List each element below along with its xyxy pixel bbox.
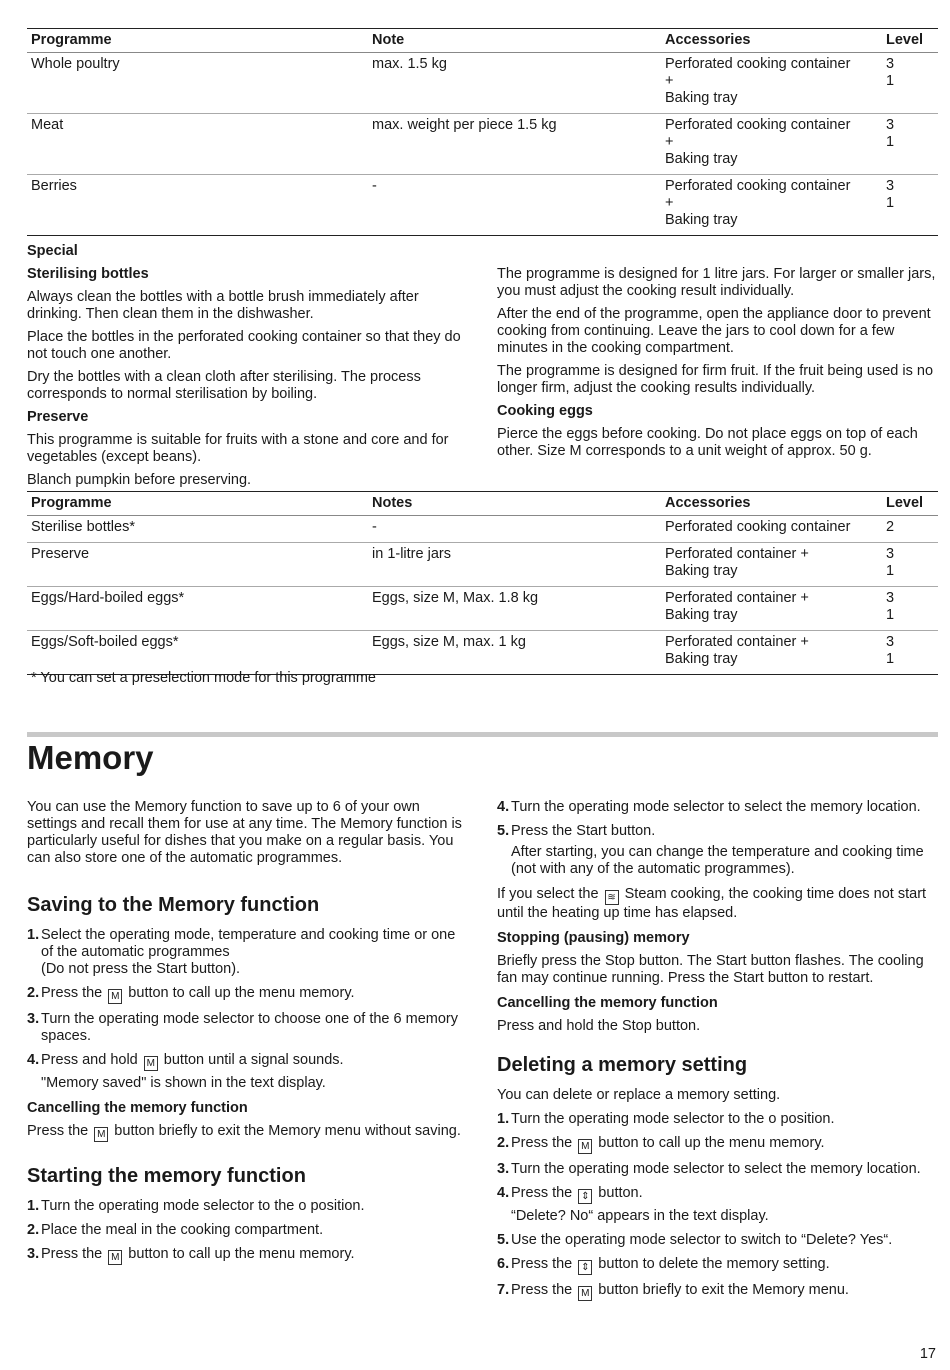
col-header-notes: Notes [372, 495, 413, 511]
cancel2-text: Press and hold the Stop button. [497, 1018, 701, 1034]
cell-level: 3 1 [886, 178, 895, 211]
cell-accessories: Perforated container + Baking tray [665, 590, 809, 623]
saving-steps [27, 927, 469, 1092]
list-item: 1. Turn the operating mode selector to the o position. [497, 1111, 835, 1127]
list-item: 4. Press and hold M button until a signal sounds. "Memory saved" is shown in the text display. [27, 1052, 344, 1091]
steam-icon: ≋ [605, 890, 619, 905]
starting-heading: Starting the memory function [27, 1165, 306, 1187]
end-programme-text: After the end of the programme, open the appliance door to prevent cooking from continuing. Leave the jars to cool down for a few minutes in the cooking compartment. [497, 306, 931, 356]
cell-note: Eggs, size M, max. 1 kg [372, 634, 526, 650]
cell-programme: Eggs/Soft-boiled eggs* [31, 634, 179, 650]
list-item: 2. Press the M button to call up the menu memory. [27, 985, 355, 1002]
table-row [27, 114, 938, 175]
steam-note: If you select the ≋ Steam cooking, the cooking time does not start until the heating up time has elapsed. [497, 886, 927, 921]
list-item: 6. Press the ⇕ button to delete the memory setting. [497, 1256, 830, 1273]
cancel-heading: Cancelling the memory function [27, 1100, 248, 1116]
cell-note: - [372, 178, 377, 194]
cell-accessories: Perforated cooking container [665, 519, 851, 535]
memory-icon: M [578, 1139, 592, 1154]
cell-programme: Berries [31, 178, 77, 194]
cancel-text: Press the M button briefly to exit the Memory menu without saving. [27, 1123, 461, 1140]
cell-accessories: Perforated container + Baking tray [665, 546, 809, 579]
sterilising-text-3: Dry the bottles with a clean cloth after sterilising. The process corresponds to normal sterilisation by boiling. [27, 369, 421, 402]
list-item: 4. Turn the operating mode selector to select the memory location. [497, 799, 921, 815]
delete-steps [497, 1111, 939, 1301]
cell-level: 3 1 [886, 590, 895, 623]
col-header-programme: Programme [31, 495, 112, 511]
sterilising-text-2: Place the bottles in the perforated cooking container so that they do not touch one another. [27, 329, 461, 362]
special-right-column [497, 266, 939, 466]
starting-steps-right [497, 799, 939, 878]
memory-icon: M [144, 1056, 158, 1071]
cell-note: max. 1.5 kg [372, 56, 447, 72]
arrows-icon: ⇕ [578, 1260, 592, 1275]
page-title: Memory [27, 739, 154, 776]
table-row [27, 631, 938, 675]
eggs-text: Pierce the eggs before cooking. Do not place eggs on top of each other. Size M corresponds to a unit weight of approx. 50 g. [497, 426, 918, 459]
table-row [27, 53, 938, 114]
memory-icon: M [108, 989, 122, 1004]
table-row [27, 543, 938, 587]
list-item: 2. Press the M button to call up the menu memory. [497, 1135, 825, 1152]
cell-level: 3 1 [886, 56, 895, 89]
preserve-title: Preserve [27, 409, 89, 425]
firm-fruit-text: The programme is designed for firm fruit. If the fruit being used is no longer firm, adjust the cooking results individually. [497, 363, 934, 396]
cell-programme: Whole poultry [31, 56, 120, 72]
cell-programme: Eggs/Hard-boiled eggs* [31, 590, 185, 606]
cell-note: - [372, 519, 377, 535]
col-header-note: Note [372, 32, 405, 48]
list-item: 1. Turn the operating mode selector to the o position. [27, 1198, 365, 1214]
saving-heading: Saving to the Memory function [27, 894, 320, 916]
memory-icon: M [578, 1286, 592, 1301]
list-item: 3. Turn the operating mode selector to choose one of the 6 memory spaces. [27, 1011, 458, 1044]
sterilising-text-1: Always clean the bottles with a bottle brush immediately after drinking. Then clean them in the dishwasher. [27, 289, 419, 322]
cancel2-heading: Cancelling the memory function [497, 995, 718, 1011]
table-row [27, 175, 938, 236]
list-item: 2. Place the meal in the cooking compartment. [27, 1222, 324, 1238]
special-left-column [27, 266, 469, 495]
memory-icon: M [94, 1127, 108, 1142]
cell-level: 2 [886, 519, 895, 535]
cell-level: 3 1 [886, 546, 895, 579]
col-header-accessories: Accessories [665, 32, 751, 48]
arrows-icon: ⇕ [578, 1189, 592, 1204]
cell-accessories: Perforated cooking container + Baking tray [665, 117, 851, 167]
memory-intro: You can use the Memory function to save up to 6 of your own settings and recall them for use at any time. The Memory function is particularly useful for dishes that you make on a regular basis. You can also store one of the automatic programmes. [27, 799, 462, 866]
starting-steps-left [27, 1198, 469, 1265]
col-header-level: Level [886, 32, 924, 48]
list-item: 3. Turn the operating mode selector to select the memory location. [497, 1161, 921, 1177]
table-footnote: * You can set a preselection mode for this programme [31, 670, 376, 686]
cell-accessories: Perforated container + Baking tray [665, 634, 809, 667]
cell-note: max. weight per piece 1.5 kg [372, 117, 557, 133]
cell-level: 3 1 [886, 117, 895, 150]
cell-note: in 1-litre jars [372, 546, 451, 562]
list-item: 3. Press the M button to call up the menu memory. [27, 1246, 355, 1263]
cell-note: Eggs, size M, Max. 1.8 kg [372, 590, 539, 606]
delete-intro: You can delete or replace a memory setting. [497, 1087, 781, 1103]
list-item: 5. Use the operating mode selector to switch to “Delete? Yes“. [497, 1232, 893, 1248]
eggs-title: Cooking eggs [497, 403, 593, 419]
table-row [27, 516, 938, 543]
stop-text: Briefly press the Stop button. The Start button flashes. The cooling fan may continue running. Press the Start button to restart. [497, 953, 924, 986]
memory-right-column [497, 799, 939, 1309]
col-header-programme: Programme [31, 32, 112, 48]
programme-table-1 [27, 28, 938, 236]
cell-accessories: Perforated cooking container + Baking tray [665, 56, 851, 106]
preserve-text-1: This programme is suitable for fruits with a stone and core and for vegetables (except beans). [27, 432, 449, 465]
list-item: 7. Press the M button briefly to exit the Memory menu. [497, 1282, 849, 1299]
col-header-accessories: Accessories [665, 495, 751, 511]
page-number: 17 [919, 1346, 936, 1362]
memory-left-column [27, 799, 469, 1273]
jars-text: The programme is designed for 1 litre jars. For larger or smaller jars, you must adjust the cooking result individually. [497, 266, 936, 299]
cell-programme: Sterilise bottles* [31, 519, 135, 535]
table-header-row [27, 492, 938, 516]
list-item: 5. Press the Start button. After starting, you can change the temperature and cooking time (not with any of the automatic programmes). [497, 823, 924, 877]
col-header-level: Level [886, 495, 924, 511]
cell-level: 3 1 [886, 634, 895, 667]
section-divider [27, 732, 938, 737]
programme-table-2 [27, 491, 938, 675]
list-item: 4. Press the ⇕ button. “Delete? No“ appears in the text display. [497, 1185, 769, 1224]
cell-programme: Meat [31, 117, 64, 133]
cell-programme: Preserve [31, 546, 90, 562]
sterilising-title: Sterilising bottles [27, 266, 149, 282]
list-item: 1. Select the operating mode, temperature and cooking time or one of the automatic programmes (Do not press the Start button). [27, 927, 456, 977]
table-row [27, 587, 938, 631]
preserve-text-2: Blanch pumpkin before preserving. [27, 472, 252, 488]
stop-heading: Stopping (pausing) memory [497, 930, 690, 946]
table-header-row [27, 29, 938, 53]
cell-accessories: Perforated cooking container + Baking tray [665, 178, 851, 228]
delete-heading: Deleting a memory setting [497, 1054, 748, 1076]
special-heading: Special [27, 243, 78, 259]
memory-icon: M [108, 1250, 122, 1265]
